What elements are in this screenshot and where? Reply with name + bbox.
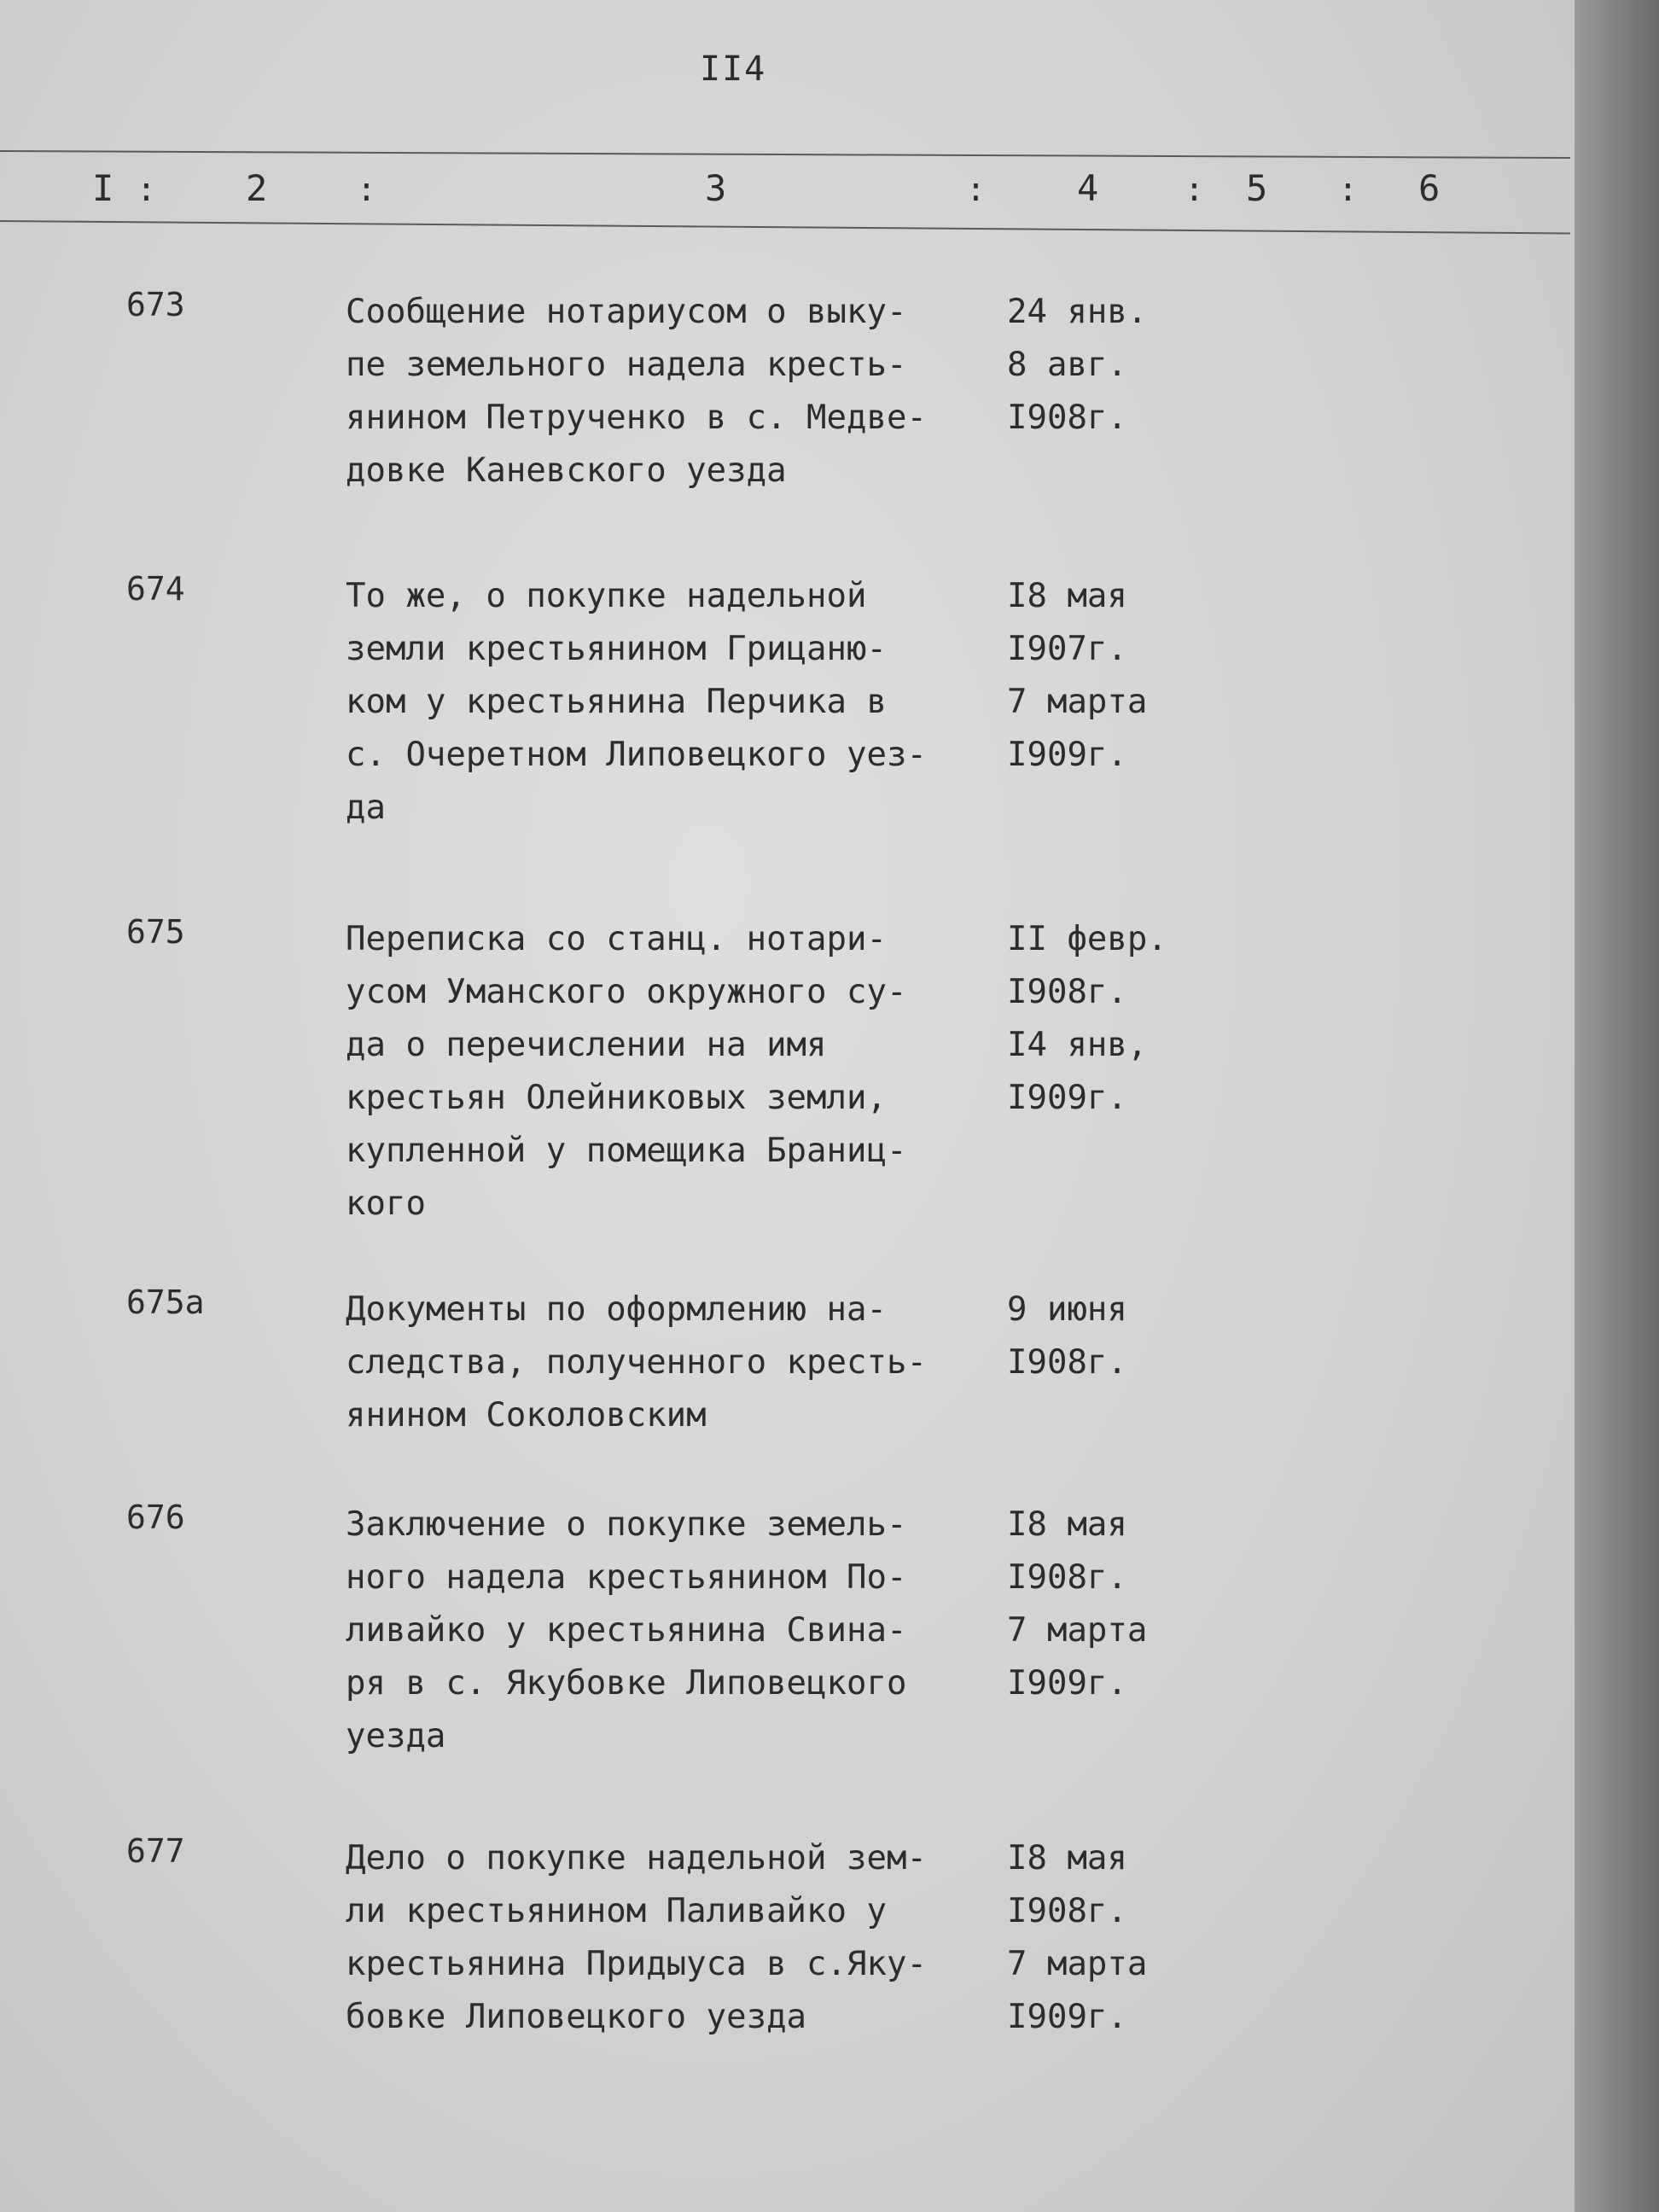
record-number: 675а xyxy=(126,1284,205,1321)
date-line: 9 июня xyxy=(1007,1290,1127,1329)
date-line: 7 марта xyxy=(1007,1945,1148,1983)
description-line: Сообщение нотариусом о выку- xyxy=(346,293,907,331)
description-line: да xyxy=(346,789,386,827)
record-dates xyxy=(1007,1284,1212,1389)
description-line: да о перечислении на имя xyxy=(346,1026,827,1064)
column-header-1: I xyxy=(92,167,114,209)
record-dates xyxy=(1007,1832,1212,2044)
column-separator: : xyxy=(966,171,986,208)
header-top-rule xyxy=(0,150,1570,159)
description-line: Документы по оформлению на- xyxy=(346,1290,887,1329)
record-number: 674 xyxy=(126,570,185,608)
date-line: I908г. xyxy=(1007,1892,1127,1930)
description-line: уезда xyxy=(346,1717,446,1755)
date-line: I908г. xyxy=(1007,973,1127,1011)
date-line: 7 марта xyxy=(1007,683,1148,721)
column-separator: : xyxy=(1185,171,1204,208)
column-header-4: 4 xyxy=(1077,167,1099,209)
record-dates xyxy=(1007,1499,1212,1710)
date-line: I4 янв, xyxy=(1007,1026,1148,1064)
header-bottom-rule xyxy=(0,220,1570,234)
description-line: бовке Липовецкого уезда xyxy=(346,1998,807,2036)
date-line: 8 авг. xyxy=(1007,346,1127,384)
date-line: I908г. xyxy=(1007,1343,1127,1382)
record-dates xyxy=(1007,286,1212,445)
column-separator: : xyxy=(357,171,376,208)
description-line: То же, о покупке надельной xyxy=(346,577,867,615)
date-line: I909г. xyxy=(1007,1664,1127,1703)
column-separator: : xyxy=(137,171,156,208)
date-line: I8 мая xyxy=(1007,1839,1127,1877)
description-line: усом Уманского окружного су- xyxy=(346,973,907,1011)
column-separator: : xyxy=(1338,171,1358,208)
record-description xyxy=(346,913,1011,1231)
date-line: I909г. xyxy=(1007,736,1127,774)
description-line: следства, полученного кресть- xyxy=(346,1343,927,1382)
description-line: крестьян Олейниковых земли, xyxy=(346,1079,887,1117)
page-edge-shadow xyxy=(1575,0,1659,2212)
record-dates xyxy=(1007,570,1212,782)
date-line: 7 марта xyxy=(1007,1611,1148,1650)
description-line: с. Очеретном Липовецкого уез- xyxy=(346,736,927,774)
record-description xyxy=(346,1832,1011,2044)
date-line: I908г. xyxy=(1007,399,1127,437)
description-line: Заключение о покупке земель- xyxy=(346,1505,907,1544)
description-line: янином Петрученко в с. Медве- xyxy=(346,399,927,437)
date-line: I907г. xyxy=(1007,630,1127,668)
description-line: кого xyxy=(346,1185,426,1223)
description-line: Дело о покупке надельной зем- xyxy=(346,1839,927,1877)
record-number: 675 xyxy=(126,913,185,951)
date-line: I8 мая xyxy=(1007,1505,1127,1544)
date-line: I908г. xyxy=(1007,1558,1127,1597)
description-line: ливайко у крестьянина Свина- xyxy=(346,1611,907,1650)
date-line: I8 мая xyxy=(1007,577,1127,615)
column-header-3: 3 xyxy=(705,167,727,209)
description-line: ного надела крестьянином По- xyxy=(346,1558,907,1597)
record-description xyxy=(346,570,1011,835)
description-line: ком у крестьянина Перчика в xyxy=(346,683,887,721)
description-line: купленной у помещика Браниц- xyxy=(346,1132,907,1170)
description-line: янином Соколовским xyxy=(346,1396,707,1435)
description-line: Переписка со станц. нотари- xyxy=(346,920,887,958)
record-number: 673 xyxy=(126,286,185,323)
record-number: 677 xyxy=(126,1832,185,1870)
record-description xyxy=(346,286,1011,498)
description-line: довке Каневского уезда xyxy=(346,451,787,490)
record-dates xyxy=(1007,913,1212,1125)
record-number: 676 xyxy=(126,1499,185,1536)
description-line: крестьянина Придыуса в с.Яку- xyxy=(346,1945,927,1983)
column-header-2: 2 xyxy=(246,167,268,209)
column-header-6: 6 xyxy=(1418,167,1441,209)
date-line: I909г. xyxy=(1007,1998,1127,2036)
record-description xyxy=(346,1284,1011,1442)
description-line: земли крестьянином Грицаню- xyxy=(346,630,887,668)
description-line: пе земельного надела кресть- xyxy=(346,346,907,384)
date-line: II февр. xyxy=(1007,920,1167,958)
page-number: II4 xyxy=(700,49,767,89)
description-line: ли крестьянином Паливайко у xyxy=(346,1892,887,1930)
column-header-5: 5 xyxy=(1246,167,1268,209)
record-description xyxy=(346,1499,1011,1763)
description-line: ря в с. Якубовке Липовецкого xyxy=(346,1664,907,1703)
date-line: 24 янв. xyxy=(1007,293,1148,331)
date-line: I909г. xyxy=(1007,1079,1127,1117)
